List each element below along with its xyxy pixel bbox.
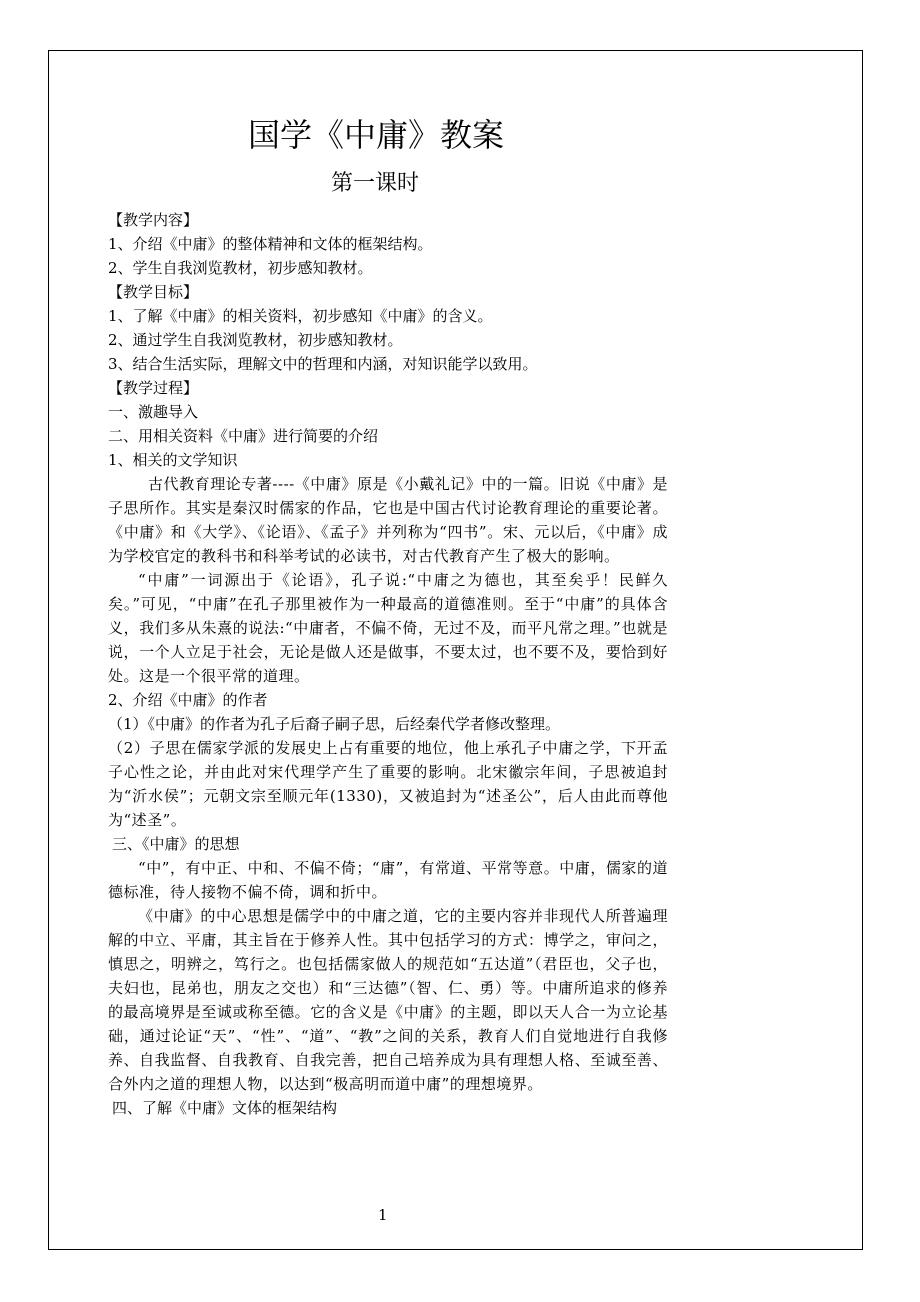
author-item-2: （2）子思在儒家学派的发展史上占有重要的地位，他上承孔子中庸之学，下开孟子心性之论，并由此对宋代理学产生了重要的影响。北宋徽宗年间，子思被追封为“沂水侯”；元朝文宗至顺元年(1330)，又被追封为“述圣公”，后人由此而尊他为“述圣”。 xyxy=(108,739,668,829)
goal-item-2: 2、通过学生自我浏览教材，初步感知教材。 xyxy=(108,331,403,349)
paragraph-definition: “中”，有中正、中和、不偏不倚；“庸”，有常道、平常等意。中庸，儒家的道德标准，待人接物不偏不倚，调和折中。 xyxy=(108,859,668,901)
author-item-1: （1）《中庸》的作者为孔子后裔子嗣子思，后经秦代学者修改整理。 xyxy=(108,715,561,733)
goal-item-3: 3、结合生活实际，理解文中的哲理和内涵，对知识能学以致用。 xyxy=(108,355,538,373)
paragraph-background: 古代教育理论专著----《中庸》原是《小戴礼记》中的一篇。旧说《中庸》是子思所作。其实是秦汉时儒家的作品，它也是中国古代讨论教育理论的重要论著。《中庸》和《大学》、《论语》、《孟子》并列称为“四书”。宋、元以后，《中庸》成为学校官定的教科书和科举考试的必读书，对古代教育产生了极大的影响。 xyxy=(108,475,668,565)
section-heading-content: 【教学内容】 xyxy=(108,211,199,229)
process-step-1: 一、激趣导入 xyxy=(108,403,199,421)
paragraph-central-idea: 《中庸》的中心思想是儒学中的中庸之道，它的主要内容并非现代人所普遍理解的中立、平庸，其主旨在于修养人性。其中包括学习的方式：博学之，审问之，慎思之，明辨之，笃行之。也包括儒家做人的规范如“五达道”（君臣也，父子也，夫妇也，昆弟也，朋友之交也）和“三达德”（智、仁、勇）等。中庸所追求的修养的最高境界是至诚或称至德。它的含义是《中庸》的主题，即以天人合一为立论基础，通过论证“天”、“性”、“道”、“教”之间的关系，教育人们自觉地进行自我修养、自我监督、自我教育、自我完善，把自己培养成为具有理想人格、至诚至善、合外内之道的理想人物，以达到“极高明而道中庸”的理想境界。 xyxy=(108,907,668,1093)
process-step-3: 三、《中庸》的思想 xyxy=(112,835,240,853)
document-body xyxy=(108,108,668,1120)
section-heading-goals: 【教学目标】 xyxy=(108,283,199,301)
goal-item-1: 1、了解《中庸》的相关资料，初步感知《中庸》的含义。 xyxy=(108,307,493,325)
content-item-2: 2、学生自我浏览教材，初步感知教材。 xyxy=(108,259,373,277)
content-item-1: 1、介绍《中庸》的整体精神和文体的框架结构。 xyxy=(108,235,433,253)
document-title: 国学《中庸》教案 xyxy=(248,116,505,154)
subsection-author: 2、介绍《中庸》的作者 xyxy=(108,691,268,709)
paragraph-meaning: “中庸”一词源出于《论语》，孔子说:“中庸之为德也，其至矣乎！民鲜久矣。”可见，“中庸”在孔子那里被作为一种最高的道德准则。至于“中庸”的具体含义，我们多从朱熹的说法:“中庸者，不偏不倚，无过不及，而平凡常之理。”也就是说，一个人立足于社会，无论是做人还是做事，不要太过，也不要不及，要恰到好处。这是一个很平常的道理。 xyxy=(108,571,668,685)
page-number: 1 xyxy=(378,1206,388,1224)
process-step-4: 四、了解《中庸》文体的框架结构 xyxy=(112,1099,338,1117)
subsection-literary-knowledge: 1、相关的文学知识 xyxy=(108,451,238,469)
lesson-subtitle: 第一课时 xyxy=(331,171,420,196)
process-step-2: 二、用相关资料《中庸》进行简要的介绍 xyxy=(108,427,379,445)
section-heading-process: 【教学过程】 xyxy=(108,379,199,397)
